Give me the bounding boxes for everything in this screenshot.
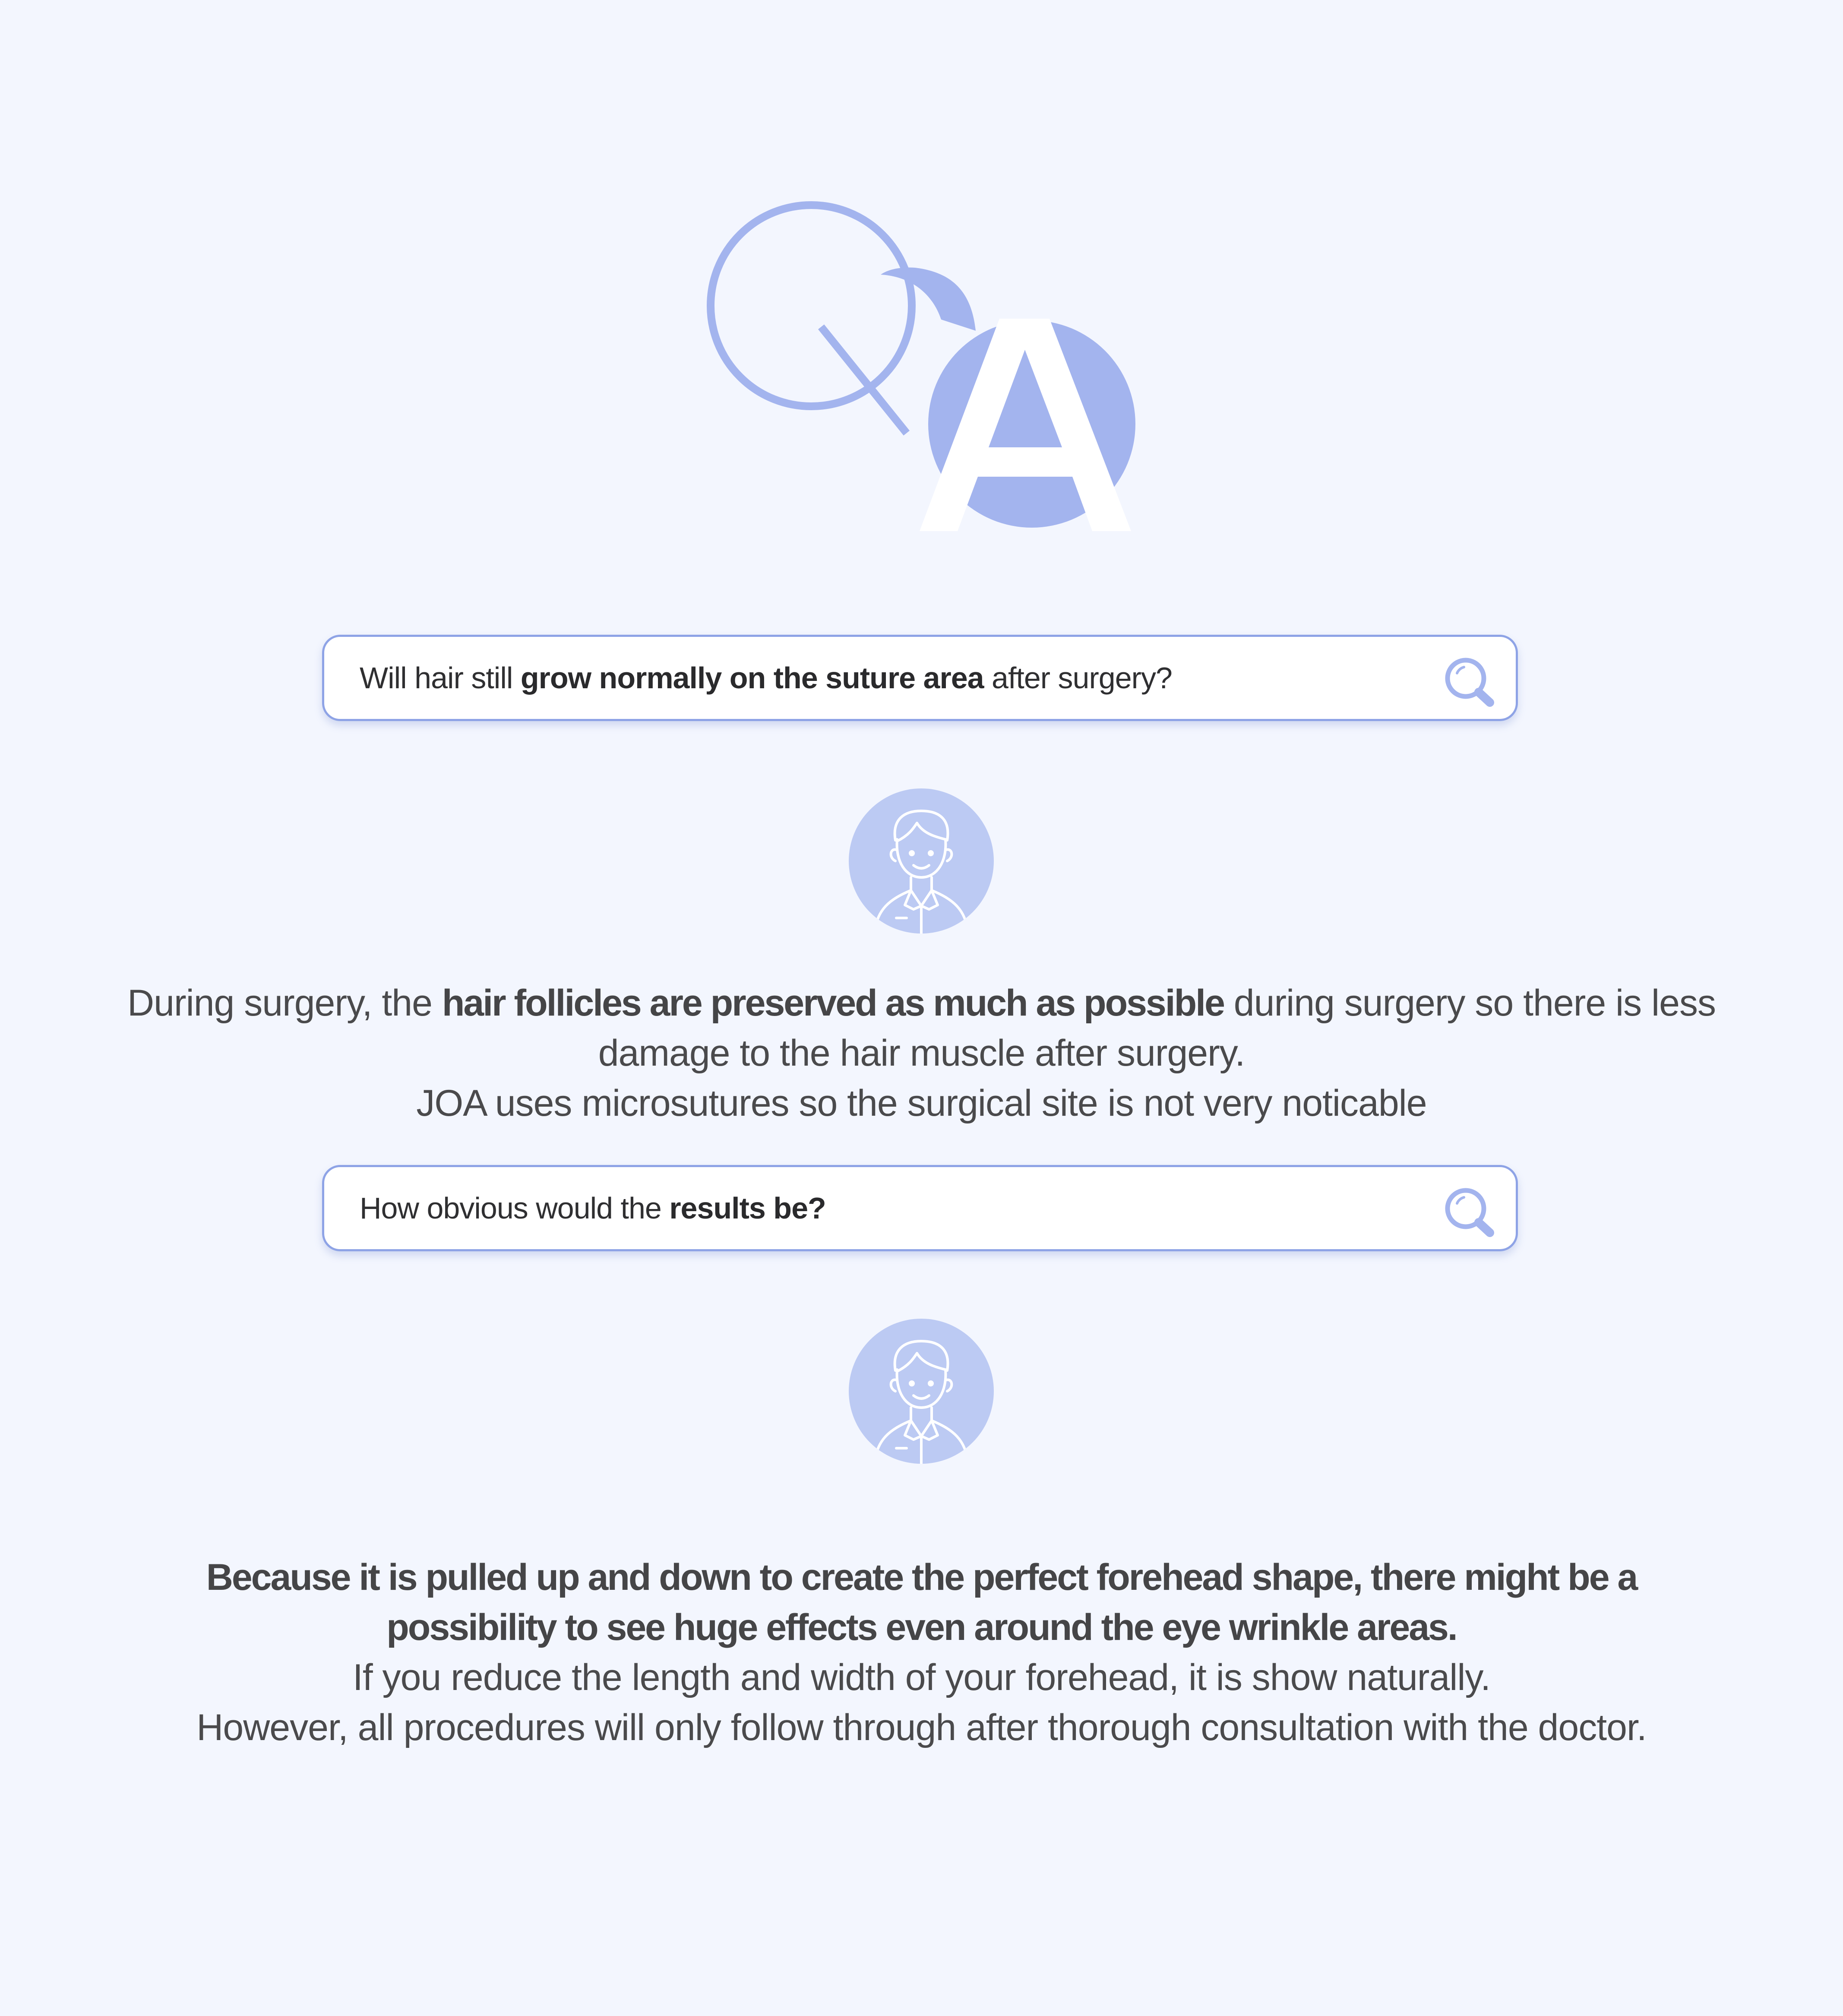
answer-text	[60, 978, 1783, 1128]
answer-line-prefix: During surgery, the	[127, 982, 442, 1024]
question-text	[360, 1191, 1498, 1225]
qa-logo	[699, 190, 1140, 535]
a-bubble-icon	[881, 268, 1135, 531]
answer-bold-text: possibility to see huge effects even around the eye wrinkle areas.	[386, 1607, 1457, 1648]
question-text-prefix: How obvious would the	[360, 1191, 670, 1225]
search-icon[interactable]	[1442, 654, 1498, 710]
answer-line-bold: hair follicles are preserved as much as possible	[442, 982, 1224, 1024]
question-search-bar[interactable]	[322, 635, 1518, 721]
answer-line	[60, 978, 1783, 1028]
question-search-bar[interactable]	[322, 1165, 1518, 1251]
answer-line-suffix: during surgery so there is less	[1223, 982, 1716, 1024]
answer-text	[60, 1552, 1783, 1753]
answer-line-bold	[60, 1602, 1783, 1652]
search-icon[interactable]	[1442, 1184, 1498, 1241]
question-text-suffix: after surgery?	[983, 661, 1172, 695]
doctor-avatar-icon	[849, 1319, 994, 1464]
question-text-prefix: Will hair still	[360, 661, 521, 695]
answer-line: JOA uses microsutures so the surgical site is not very noticable	[416, 1082, 1427, 1124]
answer-line: If you reduce the length and width of your forehead, it is show naturally.	[353, 1657, 1490, 1698]
answer-bold-text: Because it is pulled up and down to create the perfect forehead shape, there might be a	[206, 1557, 1637, 1598]
doctor-avatar-icon	[849, 788, 994, 934]
q-letter-icon	[711, 205, 912, 433]
answer-line: damage to the hair muscle after surgery.	[598, 1032, 1245, 1074]
answer-line-bold	[60, 1552, 1783, 1602]
question-text-bold: results be?	[669, 1191, 826, 1225]
question-text	[360, 661, 1498, 695]
question-text-bold: grow normally on the suture area	[520, 661, 984, 695]
answer-line: However, all procedures will only follow through after thorough consultation with the doctor.	[196, 1707, 1647, 1748]
